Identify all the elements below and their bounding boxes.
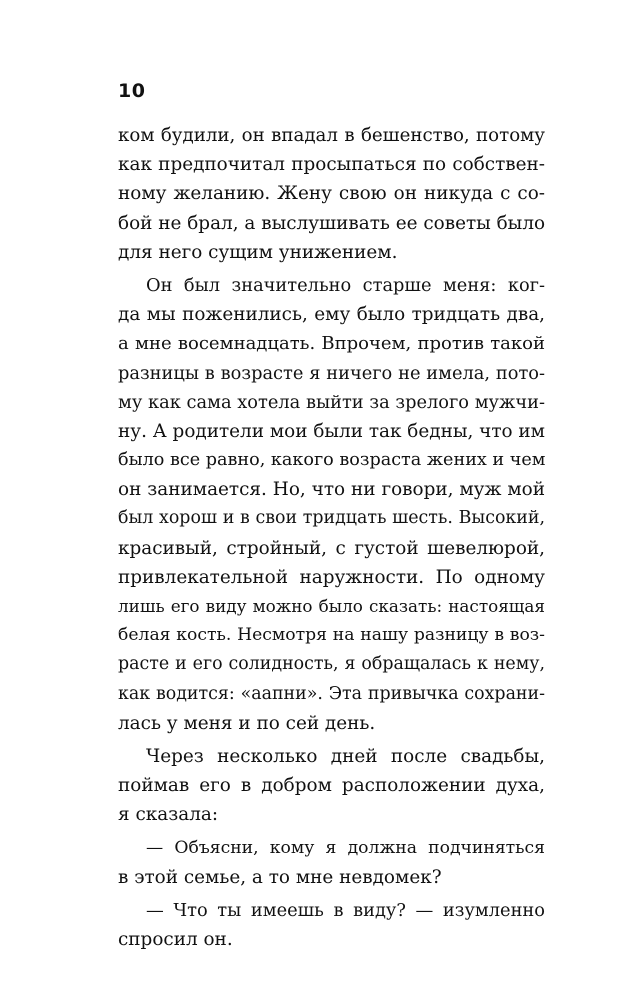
- page-number: 10: [118, 80, 146, 102]
- text-line: он занимается. Но, что ни говори, муж мой: [118, 479, 545, 501]
- text-line: красивый, стройный, с густой шевелюрой,: [118, 537, 545, 559]
- text-line: лишь его виду можно было сказать: настоящая: [118, 596, 545, 616]
- text-line: а мне восемнадцать. Впрочем, против такой: [118, 333, 545, 355]
- text-line: ком будили, он впадал в бешенство, потому: [118, 125, 545, 146]
- text-line: расте и его солидность, я обращалась к нему,: [118, 654, 545, 675]
- text-line: Он был значительно старше меня: ког-: [146, 274, 545, 296]
- text-line: поймав его в добром расположении духа,: [118, 775, 545, 797]
- text-line: — Объясни, кому я должна подчиняться: [146, 837, 545, 858]
- text-line: белая кость. Несмотря на нашу разницу в воз-: [118, 625, 545, 646]
- text-line: был хорош и в свои тридцать шесть. Высокий,: [118, 508, 545, 529]
- text-line: разницы в возрасте я ничего не имела, пото-: [118, 362, 545, 384]
- text-line: — Что ты имеешь в виду? — изумленно: [146, 899, 545, 921]
- text-line: привлекательной наружности. По одному: [118, 566, 545, 588]
- text-line: было все равно, какого возраста жених и чем: [118, 450, 546, 471]
- text-line: для него сущим унижением.: [118, 241, 398, 263]
- text-line: как предпочитал просыпаться по собствен-: [118, 154, 545, 176]
- text-line: ному желанию. Жену свою он никуда с со-: [118, 183, 545, 205]
- paragraph: [118, 896, 545, 954]
- text-line: бой не брал, а выслушивать ее советы было: [118, 212, 546, 234]
- body-text: [118, 121, 545, 954]
- text-line: я сказала:: [118, 804, 219, 826]
- paragraph: [118, 121, 545, 267]
- text-line: в этой семье, а то мне невдомек?: [118, 866, 442, 888]
- paragraph: [118, 834, 545, 892]
- text-line: ну. А родители мои были так бедны, что им: [118, 420, 545, 442]
- text-line: как водится: «аапни». Эта привычка сохрани-: [118, 683, 545, 704]
- text-line: му как сама хотела выйти за зрелого мужчи-: [118, 391, 545, 413]
- paragraph: [118, 742, 545, 830]
- text-line: спросил он.: [118, 929, 233, 951]
- text-line: Через несколько дней после свадьбы,: [146, 745, 545, 767]
- text-line: лась у меня и по сей день.: [118, 712, 376, 734]
- text-line: да мы поженились, ему было тридцать два,: [118, 304, 545, 326]
- paragraph: [118, 271, 545, 738]
